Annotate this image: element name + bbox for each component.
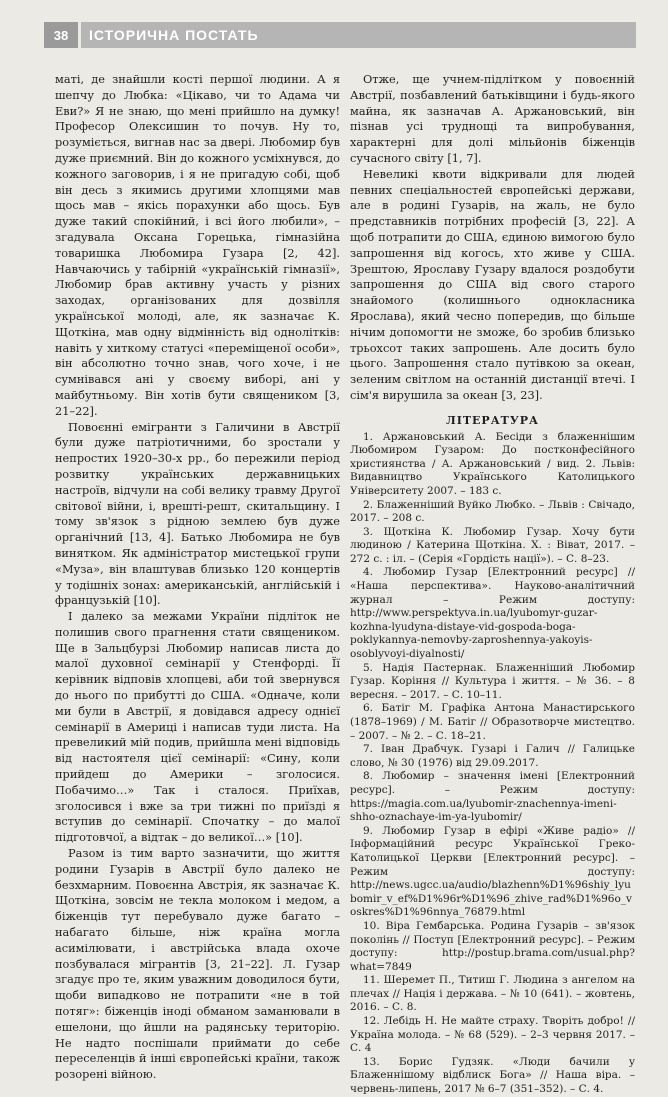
references-title: ЛІТЕРАТУРА bbox=[445, 413, 539, 427]
body-paragraph: Невеликі квоти відкривали для людей певних спеціальностей європейські держави, але в родині Гузарів, на жаль, не було представників потрібних професій [3, 22]. А щоб потрапити до США, єдиною вимогою було запрошення від когось, хто живе у США. Зрештою, Ярославу Гузару вдалося роздобути запрошення до США від свого старого знайомого (колишнього однокласника Ярослава), який чесно попередив, що більше нічим допомогти не зможе, бо зробив близько трьохсот таких запрошень. Але досить було цього. Запрошення стало путівкою за океан, зеленим світлом на останній дистанції втечі. І сім'я вирушила за океан [3, 23]. bbox=[350, 166, 635, 402]
reference-item: 6. Батіг М. Графіка Антона Манастирського (1878–1969) / М. Батіг // Образотворче мистецтво. – 2007. – № 2. – С. 18–21. bbox=[350, 702, 635, 742]
reference-item: 5. Надія Пастернак. Блаженніший Любомир Гузар. Коріння // Культура і життя. – № 36. – 8 вересня. – 2017. – С. 10–11. bbox=[350, 661, 635, 701]
reference-item: 10. Віра Гембарська. Родина Гузарів – зв'язок поколінь // Поступ [Електронний ресурс]. – Режим доступу: http://postup.brama.com/usual.php?what=7849 bbox=[350, 919, 635, 973]
reference-item: 3. Щоткіна К. Любомир Гузар. Хочу бути людиною / Катерина Щоткіна. Х. : Віват, 2017. – 272 с. : іл. – (Серія «Гордість нації»). – С. 8–23. bbox=[350, 525, 635, 565]
body-paragraph: Отже, ще учнем-підлітком у повоєнній Австрії, позбавлений батьківщини і будь-якого майна, як зазначав А. Аржановський, він пізнав усі труднощі та випробування, характерні для долі мільйонів біженців сучасного світу [1, 7]. bbox=[350, 72, 635, 165]
reference-item: 12. Лебідь Н. Не майте страху. Творіть добро! // Україна молода. – № 68 (529). – 2–3 червня 2017. – С. 4 bbox=[350, 1015, 635, 1055]
references-list bbox=[350, 431, 635, 1097]
page-header bbox=[44, 22, 636, 48]
body-paragraph: І далеко за межами України підліток не полишив свого прагнення стати священиком. Ще в Зальцбурзі Любомир написав листа до малої духовної семінарії у Стенфорді. Її керівник відповів хлопцеві, аби той звернувся до нього по прибутті до США. «Одначе, коли ми були в Австрії, я довідався адресу однієї семінарії в Америці і написав туди листа. На превеликий мій подив, прийшла мені відповідь від настоятеля цієї семінарії: «Сину, коли прийдеш до Америки – зголосися. Побачимо…» Так і сталося. Приїхав, зголосився і вже за три тижні по приїзді я вступив до семінарії. Спочатку – до малої підготовчої, а відтак – до великої…» [10]. bbox=[55, 609, 340, 845]
reference-item: 1. Аржановський А. Бесіди з блаженнішим Любомиром Гузаром: До постконфесійного християнства / А. Аржановський / вид. 2. Львів: Видавництво Українського Католицького Університету 2007. – 183 с. bbox=[350, 430, 635, 497]
left-column bbox=[55, 72, 340, 1083]
reference-item: 9. Любомир Гузар в ефірі «Живе радіо» // Інформаційний ресурс Української Греко-Католицької Церкви [Електронний ресурс]. – Режим доступу: http://news.ugcc.ua/audio/blazhenn%D1%96shiy_lyubomir_v_ef%D1%96r%D1%96_zhive_rad%D1%96o_voskres%D1%96nnya_76879.html bbox=[350, 824, 635, 919]
page-number: 38 bbox=[44, 22, 78, 48]
reference-item: 8. Любомир – значення імені [Електронний ресурс]. – Режим доступу: https://magia.com.ua/lyubomir-znachennya-imeni-shho-oznachaye-im-ya-lyubomir/ bbox=[350, 770, 635, 824]
body-paragraph: Разом із тим варто зазначити, що життя родини Гузарів в Австрії було далеко не безхмарним. Повоєнна Австрія, як зазначає К. Щоткіна, зовсім не текла молоком і медом, а біженців тут перебувало дуже багато – набагато більше, ніж країна могла асимілювати, і австрійська влада охоче позбувалася мігрантів [3, 21–22]. Л. Гузар згадує про те, яким уважним доводилося бути, щоби випадково не потрапити «не в той потяг»: біженців іноді обманом заманювали в ешелони, що йшли на радянську територію. Не надто поспішали приймати до себе переселенців й інші європейські країни, також розорені війною. bbox=[55, 846, 340, 1082]
reference-item: 7. Іван Драбчук. Гузарі і Галич // Галицьке слово, № 30 (1976) від 29.09.2017. bbox=[350, 743, 635, 769]
reference-item: 13. Борис Гудзяк. «Люди бачили у Блаженнішому відблиск Бога» // Наша віра. – червень-липень, 2017 № 6–7 (351–352). – С. 4. bbox=[350, 1055, 635, 1096]
reference-item: 4. Любомир Гузар [Електронний ресурс] // «Наша перспектива». Науково-аналітичний журнал – Режим доступу: http://www.perspektyva.in.ua/lyubomyr-guzar-kozhna-lyudyna-distaye-vid-gospoda-boga-poklykannya-nemovby-zaproshennya-yakoyis-osoblyvoyi-diyalnosti/ bbox=[350, 566, 635, 661]
right-column bbox=[350, 72, 635, 1097]
reference-item: 2. Блаженніший Вуйко Любко. – Львів : Свічадо, 2017. – 208 с. bbox=[350, 498, 635, 525]
body-paragraph: Повоєнні емігранти з Галичини в Австрії були дуже патріотичними, бо зростали у непростих 1920–30-х рр., бо пережили період розвитку українських державницьких настроїв, відчули на собі велику травму Другої світової війни, і, врешті-решт, скитальщину. І тому зв'язок з рідною землею був дуже органічний [13, 4]. Батько Любомира не був винятком. Як адміністратор мистецької групи «Муза», він влаштував близько 120 концертів у тодішніх зонах: американській, англійській і французькій [10]. bbox=[55, 419, 340, 608]
section-title: ІСТОРИЧНА ПОСТАТЬ bbox=[81, 22, 636, 48]
body-paragraph: маті, де знайшли кості першої людини. А я шепчу до Любка: «Цікаво, чи то Адама чи Еви?» Я не знаю, що мені прийшло на думку! Професор Олексишин то почув. Ну то, розуміється, вигнав нас за двері. Любомир був дуже приємний. Він до кожного усміхнувся, до кожного заговорив, і я не пригадую собі, щоб він десь з якимись другими хлопцями мав щось мав – якісь порахунки або щось. Був дуже такий спокійний, і всі його любили», – згадувала Оксана Горецька, гімназійна товаришка Любомира Гузара [2, 42]. Навчаючись у табірній «українській гімназії», Любомир брав активну участь у різних заходах, організованих для дозвілля української молоді, але, як зазначає К. Щоткіна, мав одну відмінність від однолітків: навіть у хиткому статусі «переміщеної особи», він абсолютно точно знав, чого хоче, і не сумнівався ані у своєму виборі, ані у майбутньому. Він хотів бути священиком [3, 21–22]. bbox=[55, 72, 340, 418]
reference-item: 11. Шеремет П., Титиш Г. Людина з ангелом на плечах // Нація і держава. – № 10 (641). – жовтень, 2016. – С. 8. bbox=[350, 974, 635, 1014]
